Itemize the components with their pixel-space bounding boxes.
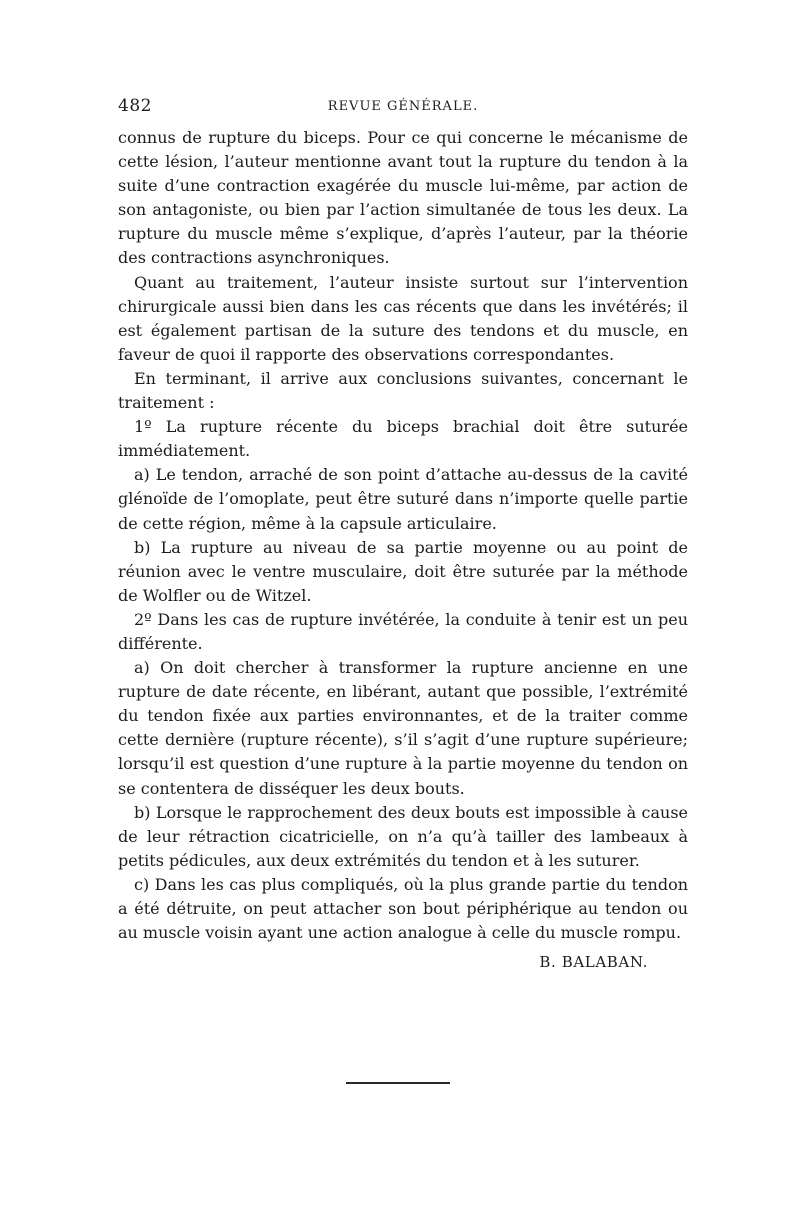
article-body [118, 126, 688, 945]
page-header [118, 96, 688, 120]
section-divider [346, 1082, 450, 1084]
conclusion-1a: a) Le tendon, arraché de son point d’attache au-dessus de la cavité glénoïde de l’omoplate, peut être suturé dans n’importe quelle partie de cette région, même à la capsule articulaire. [118, 465, 688, 533]
paragraph-continuation: connus de rupture du biceps. Pour ce qui concerne le mécanisme de cette lésion, l’auteur mentionne avant tout la rupture du tendon à la suite d’une contraction exagérée du muscle lui-même, par action de son antagoniste, ou bien par l’action simultanée de tous les deux. La rupture du muscle même s’explique, d’après l’auteur, par la théorie des contractions asynchroniques. [118, 128, 688, 268]
conclusion-1: 1º La rupture récente du biceps brachial doit être suturée immédiatement. [118, 417, 688, 461]
page-number: 482 [118, 96, 152, 116]
conclusion-2c: c) Dans les cas plus compliqués, où la plus grande partie du tendon a été détruite, on peut attacher son bout périphérique au tendon ou au muscle voisin ayant une action analogue à celle du muscle rompu. [118, 874, 688, 943]
paragraph-treatment: Quant au traitement, l’auteur insiste surtout sur l’intervention chirurgicale aussi bien dans les cas récents que dans les invétérés; il est également partisan de la suture des tendons et du muscle, en faveur de quoi il rapporte des observations correspondantes. [118, 272, 688, 364]
paragraph-conclusions-intro: En terminant, il arrive aux conclusions suivantes, concernant le traitement : [118, 368, 688, 413]
conclusion-1b: b) La rupture au niveau de sa partie moyenne ou au point de réunion avec le ventre musculaire, doit être suturée par la méthode de Wolfler ou de Witzel. [118, 537, 688, 605]
running-head: REVUE GÉNÉRALE. [327, 99, 479, 114]
author-signature: B. BALABAN. [539, 953, 648, 972]
conclusion-2: 2º Dans les cas de rupture invétérée, la conduite à tenir est un peu différente. [118, 609, 688, 653]
conclusion-2b: b) Lorsque le rapprochement des deux bouts est impossible à cause de leur rétraction cicatricielle, on n’a qu’à tailler des lambeaux à petits pédicules, aux deux extrémités du tendon et à les suturer. [118, 802, 688, 870]
document-page [118, 96, 688, 971]
conclusion-2a: a) On doit chercher à transformer la rupture ancienne en une rupture de date récente, en libérant, autant que possible, l’extrémité du tendon fixée aux parties environnantes, et de la traiter comme cette dernière (rupture récente), s’il s’agit d’une rupture supérieure; lorsqu’il est question d’une rupture à la partie moyenne du tendon on se contentera de disséquer les deux bouts. [118, 658, 688, 798]
